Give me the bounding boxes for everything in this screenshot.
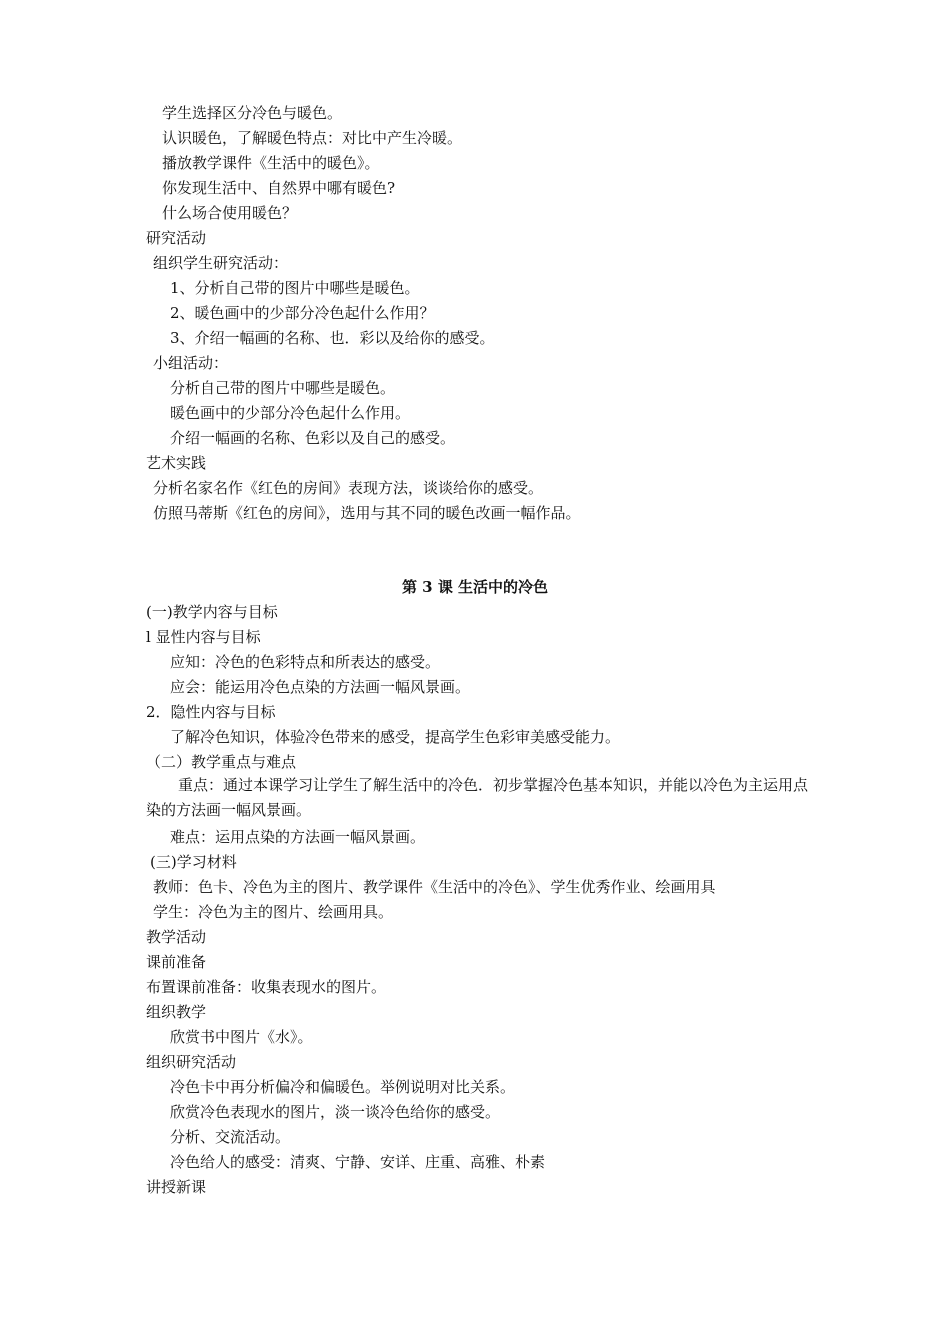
text-line: 仿照马蒂斯《红色的房间》，选用与其不同的暖色改画一幅作品。	[153, 504, 581, 522]
text-line: 学生选择区分冷色与暖色。	[162, 104, 343, 122]
section-heading: 教学活动	[146, 928, 207, 946]
text-line: 欣赏书中图片《水》。	[170, 1028, 313, 1046]
section-heading: 组织教学	[146, 1003, 207, 1021]
text-line: 冷色给人的感受：清爽、宁静、安详、庄重、高雅、朴素	[170, 1153, 546, 1171]
section-heading: 组织研究活动	[146, 1053, 237, 1071]
section-heading: 课前准备	[146, 953, 207, 971]
text-line: 教师：色卡、冷色为主的图片、教学课件《生活中的冷色》、学生优秀作业、绘画用具	[153, 878, 716, 896]
text-line: 布置课前准备：收集表现水的图片。	[146, 978, 387, 996]
lesson-title: 第 3 课 生活中的冷色	[401, 578, 549, 596]
text-line: 认识暖色，了解暖色特点：对比中产生冷暖。	[162, 129, 463, 147]
subsection-heading: l 显性内容与目标	[146, 628, 261, 646]
text-line: 组织学生研究活动：	[153, 254, 289, 272]
paragraph: 重点：通过本课学习让学生了解生活中的冷色．初步掌握冷色基本知识，并能以冷色为主运用点染的方法画一幅风景画。	[146, 776, 809, 819]
text-line: 你发现生活中、自然界中哪有暖色?	[162, 179, 396, 197]
text-line: 介绍一幅画的名称、色彩以及自己的感受。	[170, 429, 456, 447]
section-heading: (三)学习材料	[150, 853, 237, 871]
section-heading: 研究活动	[146, 229, 207, 247]
section-heading: 讲授新课	[146, 1178, 207, 1196]
text-line: 学生：冷色为主的图片、绘画用具。	[153, 903, 394, 921]
text-line: 欣赏冷色表现水的图片，淡一谈冷色给你的感受。	[170, 1103, 501, 1121]
subsection-heading: 2．隐性内容与目标	[146, 703, 276, 721]
text-line: 应知：冷色的色彩特点和所表达的感受。	[170, 653, 441, 671]
list-item: 2、暖色画中的少部分冷色起什么作用？	[170, 304, 435, 322]
text-line: 分析、交流活动。	[170, 1128, 291, 1146]
section-heading: (一)教学内容与目标	[146, 603, 278, 621]
text-line: 难点：运用点染的方法画一幅风景画。	[170, 828, 426, 846]
text-line: 播放教学课件《生活中的暖色》。	[162, 154, 380, 172]
text-line: 了解冷色知识，体验冷色带来的感受，提高学生色彩审美感受能力。	[170, 728, 621, 746]
list-item: 3、介绍一幅画的名称、也．彩以及给你的感受。	[170, 329, 495, 347]
text-line: 暖色画中的少部分冷色起什么作用。	[170, 404, 411, 422]
section-heading: （二）教学重点与难点	[146, 753, 297, 771]
text-line: 什么场合使用暖色？	[162, 204, 298, 222]
text-line: 冷色卡中再分析偏冷和偏暖色。举例说明对比关系。	[170, 1078, 516, 1096]
text-line: 应会：能运用冷色点染的方法画一幅风景画。	[170, 678, 471, 696]
text-line: 小组活动：	[153, 354, 229, 372]
section-heading: 艺术实践	[146, 454, 207, 472]
text-line: 分析自己带的图片中哪些是暖色。	[170, 379, 396, 397]
text-line: 分析名家名作《红色的房间》表现方法，谈谈给你的感受。	[153, 479, 544, 497]
list-item: 1、分析自己带的图片中哪些是暖色。	[170, 279, 420, 297]
